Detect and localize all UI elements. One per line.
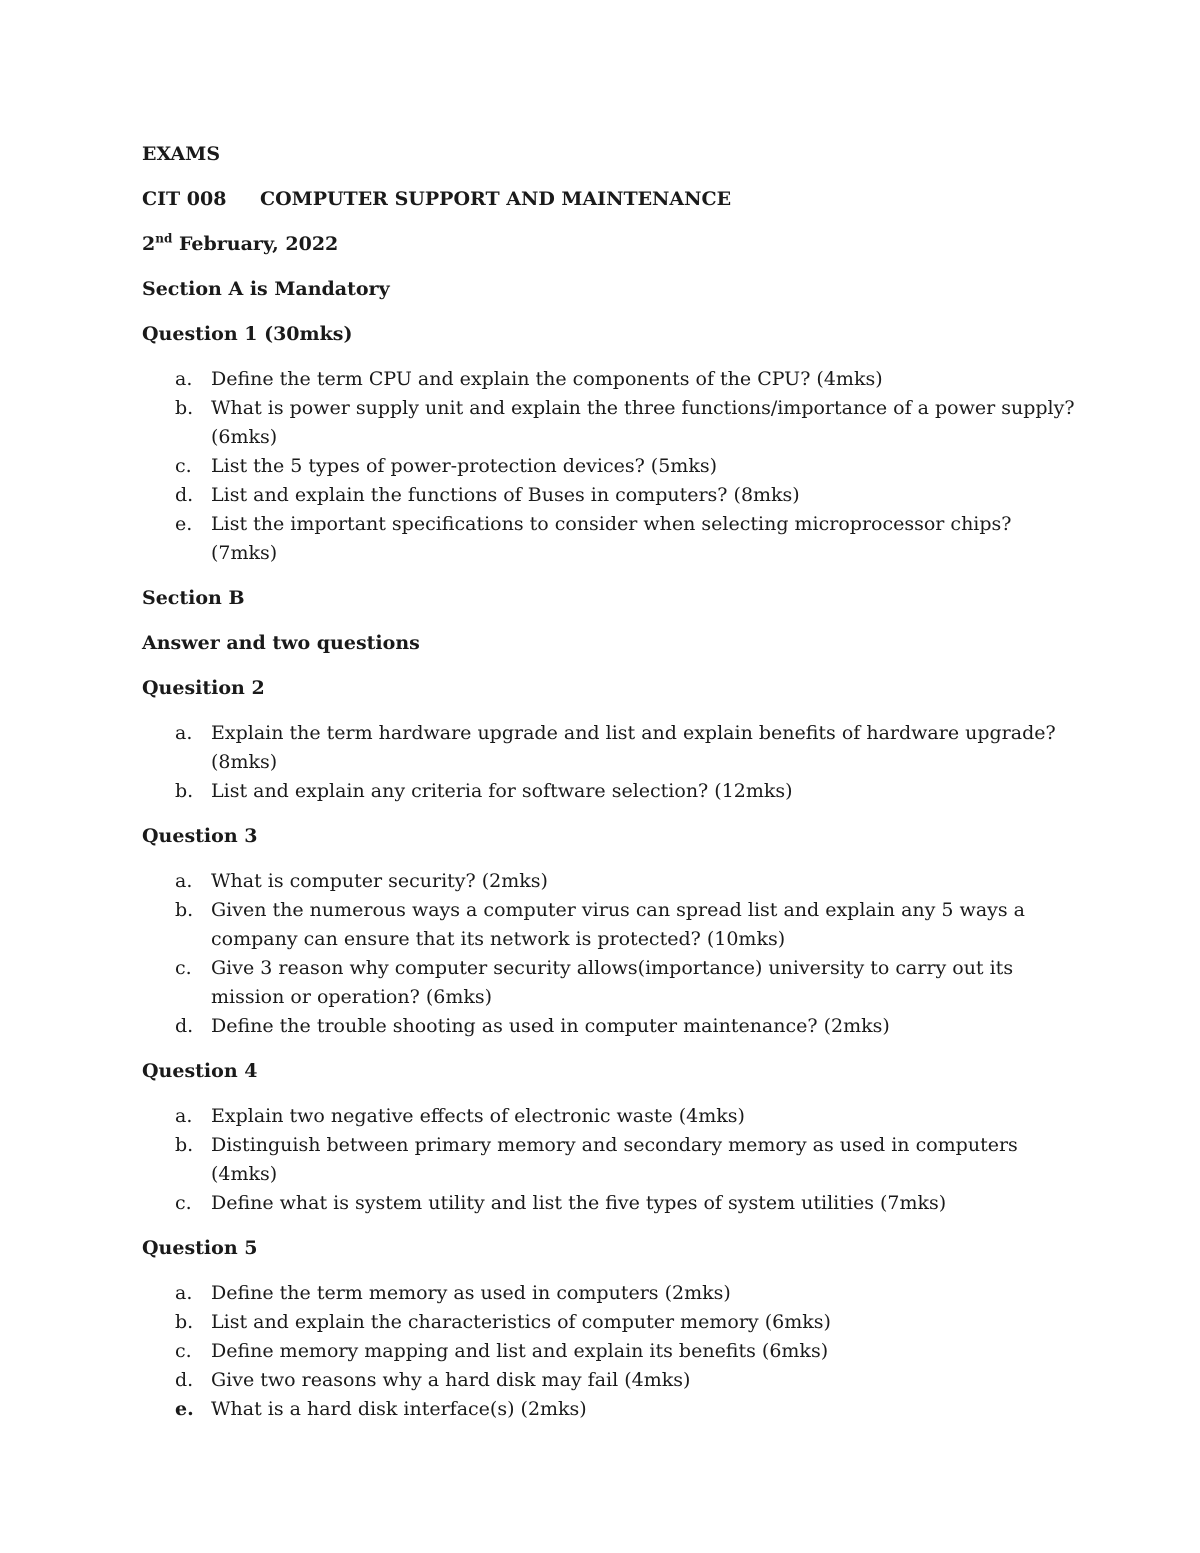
item-text: Explain two negative effects of electronic waste (4mks) xyxy=(211,1105,745,1127)
item-label: e. xyxy=(175,1398,194,1420)
list-item xyxy=(142,1395,1082,1424)
item-text: List and explain the characteristics of computer memory (6mks) xyxy=(211,1311,831,1333)
item-text: Give two reasons why a hard disk may fail (4mks) xyxy=(211,1369,691,1391)
item-label: a. xyxy=(175,722,193,744)
item-label: b. xyxy=(175,899,194,921)
item-text: Given the numerous ways a computer virus can spread list and explain any 5 ways a xyxy=(211,899,1025,921)
question-4-heading: Question 4 xyxy=(142,1060,258,1082)
list-item xyxy=(142,1308,1082,1337)
date-day: 2 xyxy=(142,233,156,255)
section-b-instruction: Answer and two questions xyxy=(142,632,420,654)
list-item xyxy=(142,452,1082,481)
section-a-heading: Section A is Mandatory xyxy=(142,278,390,300)
exam-date xyxy=(142,230,1082,259)
question-1-list xyxy=(142,365,1082,568)
item-label: c. xyxy=(175,1340,192,1362)
list-item xyxy=(142,510,1082,568)
list-item xyxy=(142,481,1082,510)
list-item xyxy=(142,954,1082,1012)
item-text: What is power supply unit and explain the three functions/importance of a power supply? xyxy=(211,397,1075,419)
course-line xyxy=(142,185,1082,214)
list-item xyxy=(142,365,1082,394)
list-item xyxy=(142,896,1082,954)
item-text-cont: (8mks) xyxy=(211,751,278,773)
question-2-list xyxy=(142,719,1082,806)
item-text: Define memory mapping and list and explain its benefits (6mks) xyxy=(211,1340,829,1362)
item-label: c. xyxy=(175,957,192,979)
list-item xyxy=(142,1366,1082,1395)
list-item xyxy=(142,1189,1082,1218)
list-item xyxy=(142,1337,1082,1366)
item-label: e. xyxy=(175,513,193,535)
question-3-list xyxy=(142,867,1082,1041)
item-label: d. xyxy=(175,484,194,506)
question-5-list xyxy=(142,1279,1082,1424)
item-text: Give 3 reason why computer security allows(importance) university to carry out its xyxy=(211,957,1014,979)
item-label: b. xyxy=(175,1311,194,1333)
list-item xyxy=(142,394,1082,452)
item-label: a. xyxy=(175,368,193,390)
list-item xyxy=(142,1279,1082,1308)
list-item xyxy=(142,1131,1082,1189)
item-label: c. xyxy=(175,1192,192,1214)
item-text: Explain the term hardware upgrade and list and explain benefits of hardware upgrade? xyxy=(211,722,1056,744)
item-text: List and explain the functions of Buses in computers? (8mks) xyxy=(211,484,800,506)
exam-title: EXAMS xyxy=(142,143,221,165)
section-b-heading: Section B xyxy=(142,587,245,609)
question-1-heading: Question 1 (30mks) xyxy=(142,323,353,345)
item-text: Define what is system utility and list the five types of system utilities (7mks) xyxy=(211,1192,947,1214)
item-text-cont: (7mks) xyxy=(211,542,278,564)
list-item xyxy=(142,1012,1082,1041)
item-text: List the important specifications to consider when selecting microprocessor chips? xyxy=(211,513,1012,535)
item-label: a. xyxy=(175,1105,193,1127)
item-text: Define the term CPU and explain the components of the CPU? (4mks) xyxy=(211,368,883,390)
item-label: c. xyxy=(175,455,192,477)
question-4-list xyxy=(142,1102,1082,1218)
date-rest: February, 2022 xyxy=(172,233,339,255)
list-item xyxy=(142,1102,1082,1131)
item-text-cont: company can ensure that its network is protected? (10mks) xyxy=(211,928,786,950)
item-label: a. xyxy=(175,1282,193,1304)
item-label: a. xyxy=(175,870,193,892)
date-suffix: nd xyxy=(155,231,173,246)
question-5-heading: Question 5 xyxy=(142,1237,258,1259)
item-text: What is computer security? (2mks) xyxy=(211,870,548,892)
list-item xyxy=(142,867,1082,896)
list-item xyxy=(142,719,1082,777)
item-text: Define the term memory as used in computers (2mks) xyxy=(211,1282,731,1304)
course-code: CIT 008 xyxy=(142,188,227,210)
question-2-heading: Quesition 2 xyxy=(142,677,265,699)
course-name: COMPUTER SUPPORT AND MAINTENANCE xyxy=(260,188,732,210)
item-text: List and explain any criteria for software selection? (12mks) xyxy=(211,780,793,802)
item-text-cont: (4mks) xyxy=(211,1163,278,1185)
item-text: Distinguish between primary memory and secondary memory as used in computers xyxy=(211,1134,1018,1156)
item-label: d. xyxy=(175,1369,194,1391)
item-text-cont: mission or operation? (6mks) xyxy=(211,986,493,1008)
item-text: List the 5 types of power-protection devices? (5mks) xyxy=(211,455,717,477)
item-text-cont: (6mks) xyxy=(211,426,278,448)
item-text: Define the trouble shooting as used in computer maintenance? (2mks) xyxy=(211,1015,890,1037)
item-label: b. xyxy=(175,397,194,419)
item-text: What is a hard disk interface(s) (2mks) xyxy=(211,1398,587,1420)
question-3-heading: Question 3 xyxy=(142,825,258,847)
list-item xyxy=(142,777,1082,806)
item-label: d. xyxy=(175,1015,194,1037)
item-label: b. xyxy=(175,1134,194,1156)
exam-content xyxy=(142,140,1082,1440)
item-label: b. xyxy=(175,780,194,802)
